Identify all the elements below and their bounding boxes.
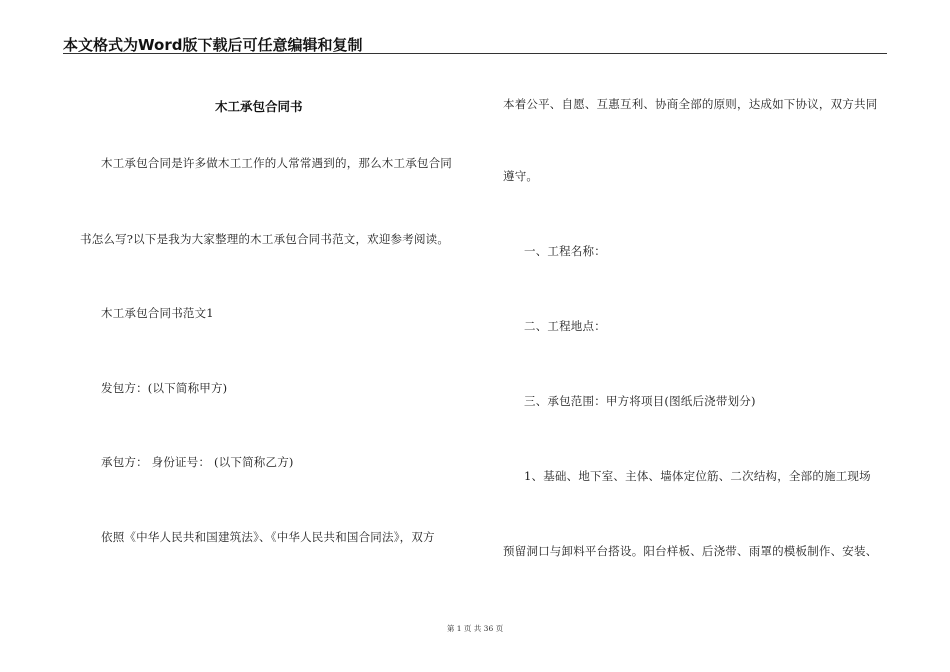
page-number-footer: 第 1 页 共 36 页	[446, 624, 504, 633]
left-line-3: 木工承包合同书范文1	[101, 306, 214, 320]
right-line-5: 三、承包范围：甲方将项目(图纸后浇带划分)	[524, 394, 756, 408]
left-line-6: 依照《中华人民共和国建筑法》、《中华人民共和国合同法》，双方	[101, 530, 435, 544]
right-line-2: 遵守。	[503, 169, 539, 183]
left-line-1: 木工承包合同是许多做木工工作的人常常遇到的，那么木工承包合同	[101, 156, 452, 170]
left-line-4: 发包方：(以下简称甲方)	[101, 381, 228, 395]
right-line-4: 二、工程地点：	[524, 319, 606, 333]
right-line-1: 本着公平、自愿、互惠互利、协商全部的原则，达成如下协议，双方共同	[503, 97, 878, 111]
banner-divider	[63, 53, 887, 54]
right-line-6: 1、基础、地下室、主体、墙体定位筋、二次结构，全部的施工现场	[524, 469, 871, 483]
right-line-7: 预留洞口与卸料平台搭设。阳台样板、后浇带、雨罩的模板制作、安装、	[503, 544, 878, 558]
left-line-2: 书怎么写?以下是我为大家整理的木工承包合同书范文，欢迎参考阅读。	[80, 232, 450, 246]
left-line-5: 承包方： 身份证号： (以下简称乙方)	[101, 455, 294, 469]
right-line-3: 一、工程名称：	[524, 244, 606, 258]
document-banner: 本文格式为Word版下载后可任意编辑和复制	[63, 36, 363, 54]
document-title: 木工承包合同书	[215, 99, 303, 114]
